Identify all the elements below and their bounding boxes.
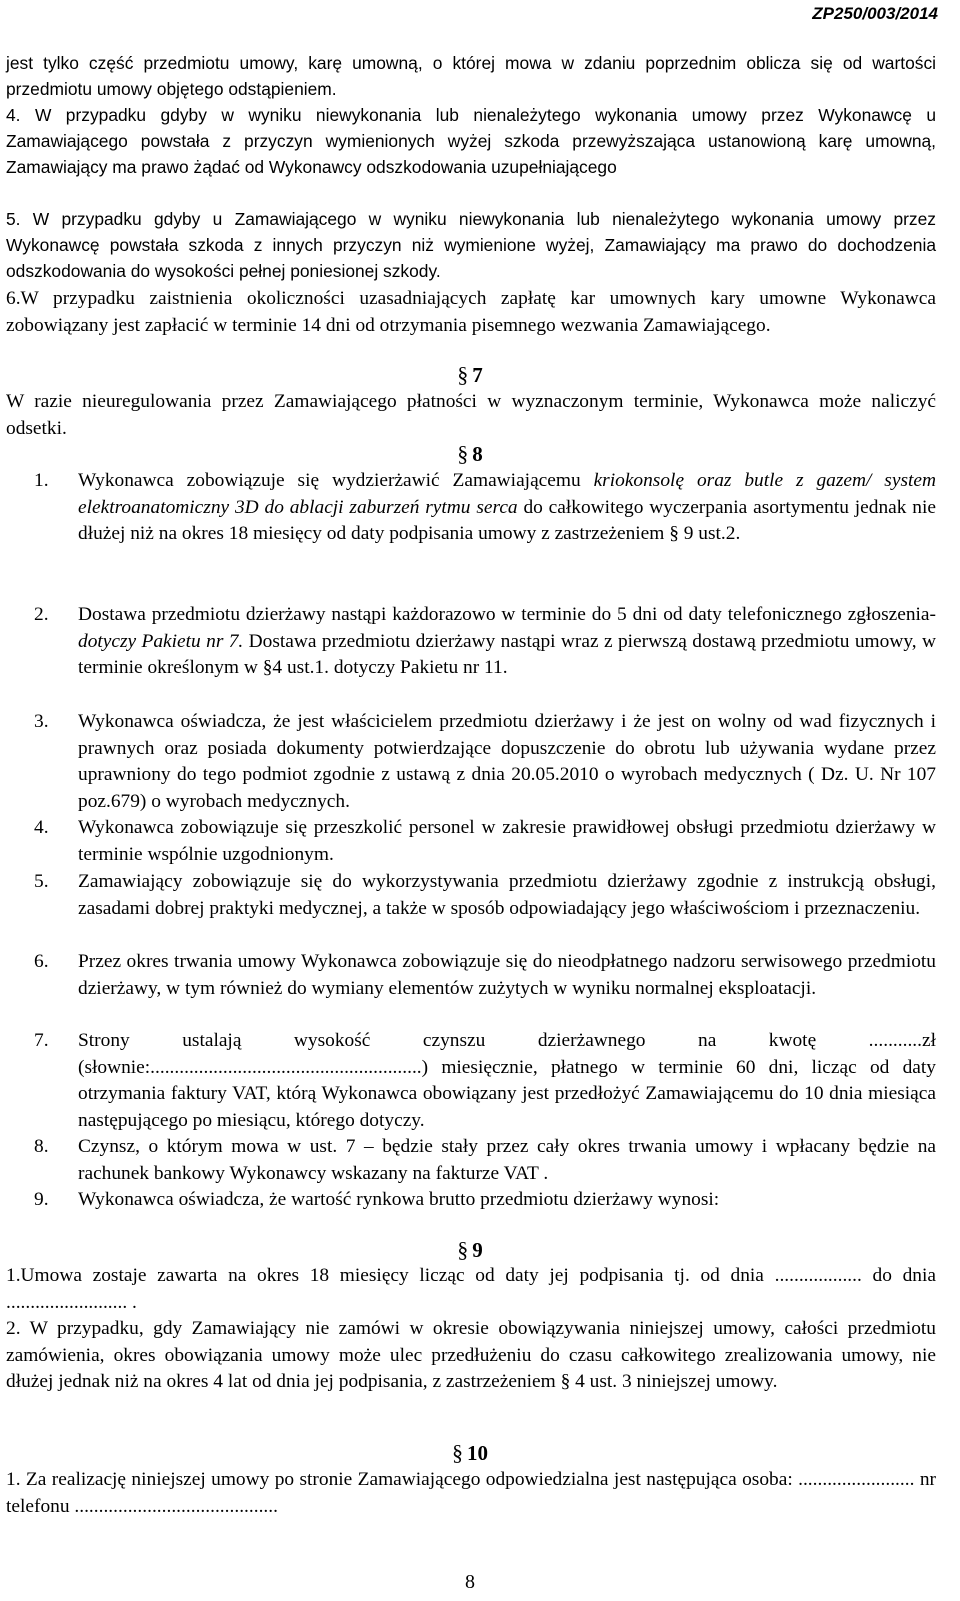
list-item: [34, 602, 936, 682]
section-9-paragraph-1: 1.Umowa zostaje zawarta na okres 18 miesięcy licząc od daty jej podpisania tj. od dnia .................. do dnia ......................... .: [6, 1265, 936, 1313]
item-number: 3.: [34, 711, 49, 732]
item-number: 6.: [34, 951, 49, 972]
item-text-part: Wykonawca zobowiązuje się wydzierżawić Zamawiającemu: [78, 470, 594, 491]
section-9-heading: [0, 1237, 940, 1263]
list-item: [34, 949, 936, 1002]
section-9-paragraph-2: 2. W przypadku, gdy Zamawiający nie zamówi w okresie obowiązywania niniejszej umowy, całości przedmiotu zamówienia, okres obowiązania umowy może ulec przedłużeniu do czasu całkowitego zrealizowania umowy, nie dłużej jednak niż na okres 4 lat od dnia jej podpisania, z zastrzeżeniem § 4 ust. 3 niniejszej umowy.: [6, 1318, 936, 1392]
list-item: [34, 1134, 936, 1187]
item-text-part: do całkowitego wyczerpania asortymentu jednak nie dłużej niż na okres 18 miesięcy od daty podpisania umowy z zastrzeżeniem § 9 ust.2.: [78, 496, 936, 544]
section-10-heading: [0, 1440, 940, 1466]
item-text: Czynsz, o którym mowa w ust. 7 – będzie stały przez cały okres trwania umowy i wpłacany będzie na rachunek bankowy Wykonawcy wskazany na fakturze VAT .: [78, 1136, 936, 1184]
item-text: Wykonawca zobowiązuje się przeszkolić personel w zakresie prawidłowej obsługi przedmiotu dzierżawy w terminie wspólnie uzgodnionym.: [78, 817, 936, 865]
item-text: [78, 602, 936, 682]
list-item: [34, 709, 936, 815]
section-7-text: W razie nieuregulowania przez Zamawiającego płatności w wyznaczonym terminie, Wykonawca może naliczyć odsetki.: [6, 391, 936, 439]
section-symbol: §: [457, 1237, 469, 1262]
item-number: 9.: [34, 1189, 49, 1210]
item-text: [78, 468, 936, 548]
item-number: 1.: [34, 470, 49, 491]
item-text-part: Dostawa przedmiotu dzierżawy nastąpi każdorazowo w terminie do 5 dni od daty telefonicznego zgłoszenia-: [78, 604, 936, 625]
item-text: Wykonawca oświadcza, że wartość rynkowa brutto przedmiotu dzierżawy wynosi:: [78, 1189, 720, 1210]
item-number: 2.: [34, 604, 49, 625]
paragraph-4: 4. W przypadku gdyby w wyniku niewykonania lub nienależytego wykonania umowy przez Wykonawcę u Zamawiającego powstała z przyczyn wymienionych wyżej szkoda przewyższająca ustanowioną karę umowną, Zamawiający ma prawo żądać od Wykonawcy odszkodowania uzupełniającego: [6, 105, 936, 177]
section-symbol: §: [457, 441, 469, 466]
list-item: [34, 815, 936, 868]
item-number: 5.: [34, 871, 49, 892]
list-item: [34, 1028, 936, 1134]
item-text-italic: dotyczy Pakietu nr 7.: [78, 630, 244, 652]
section-number: 7: [472, 363, 483, 387]
section-number: 9: [472, 1238, 483, 1262]
item-number: 7.: [34, 1030, 49, 1051]
item-text: Strony ustalają wysokość czynszu dzierżawnego na kwotę ...........zł (słownie:........................................................) miesięcznie, płatnego w terminie 60 dni, licząc od daty otrzymania faktury VAT, którą Wykonawca obowiązany jest przedłożyć Zamawiającemu do 10 dnia miesiąca następującego po miesiącu, którego dotyczy.: [78, 1030, 936, 1131]
paragraph-continuation: jest tylko część przedmiotu umowy, karę umowną, o której mowa w zdaniu poprzednim oblicza się od wartości przedmiotu umowy objętego odstąpieniem.: [6, 53, 936, 99]
section-symbol: §: [452, 1440, 463, 1465]
section-number: 10: [467, 1441, 488, 1465]
item-number: 8.: [34, 1136, 49, 1157]
paragraph-6: 6.W przypadku zaistnienia okoliczności uzasadniających zapłatę kar umownych kary umowne Wykonawca zobowiązany jest zapłacić w terminie 14 dni od otrzymania pisemnego wezwania Zamawiającego.: [6, 288, 936, 336]
item-text-part: Dostawa przedmiotu dzierżawy nastąpi wraz z pierwszą dostawą przedmiotu umowy, w terminie określonym w §4 ust.1. dotyczy Pakietu nr 11.: [78, 630, 936, 678]
section-number: 8: [472, 442, 483, 466]
section-7-heading: [0, 362, 940, 388]
document-id: ZP250/003/2014: [812, 4, 938, 23]
page-number: 8: [465, 1571, 475, 1593]
list-item: [34, 468, 936, 548]
item-text: Przez okres trwania umowy Wykonawca zobowiązuje się do nieodpłatnego nadzoru serwisowego przedmiotu dzierżawy, w tym również do wymiany elementów zużytych w wyniku normalnej eksploatacji.: [78, 951, 936, 999]
item-text-italic: kriokonsolę oraz butle z gazem/ system elektroanatomiczny 3D do ablacji zaburzeń rytmu serca: [78, 470, 936, 518]
item-text: Zamawiający zobowiązuje się do wykorzystywania przedmiotu dzierżawy zgodnie z instrukcją obsługi, zasadami dobrej praktyki medycznej, a także w sposób odpowiadający jego właściwościom i przeznaczeniu.: [78, 871, 936, 919]
item-number: 4.: [34, 817, 49, 838]
item-text: Wykonawca oświadcza, że jest właścicielem przedmiotu dzierżawy i że jest on wolny od wad fizycznych i prawnych oraz posiada dokumenty potwierdzające dopuszczenie do obrotu lub używania wydane przez uprawniony do tego podmiot zgodnie z ustawą z dnia 20.05.2010 o wyrobach medycznych ( Dz. U. Nr 107 poz.679) o wyrobach medycznych.: [78, 711, 936, 812]
section-8-heading: [0, 441, 940, 467]
list-item: [34, 869, 936, 922]
list-item: [34, 1187, 936, 1214]
section-symbol: §: [457, 362, 469, 387]
section-10-paragraph-1: 1. Za realizację niniejszej umowy po stronie Zamawiającego odpowiedzialna jest następująca osoba: ........................ nr telefonu ..........................................: [6, 1469, 936, 1517]
paragraph-5: 5. W przypadku gdyby u Zamawiającego w wyniku niewykonania lub nienależytego wykonania umowy przez Wykonawcę powstała szkoda z innych przyczyn niż wymienione wyżej, Zamawiający ma prawo do dochodzenia odszkodowania do wysokości pełnej poniesionej szkody.: [6, 209, 936, 281]
